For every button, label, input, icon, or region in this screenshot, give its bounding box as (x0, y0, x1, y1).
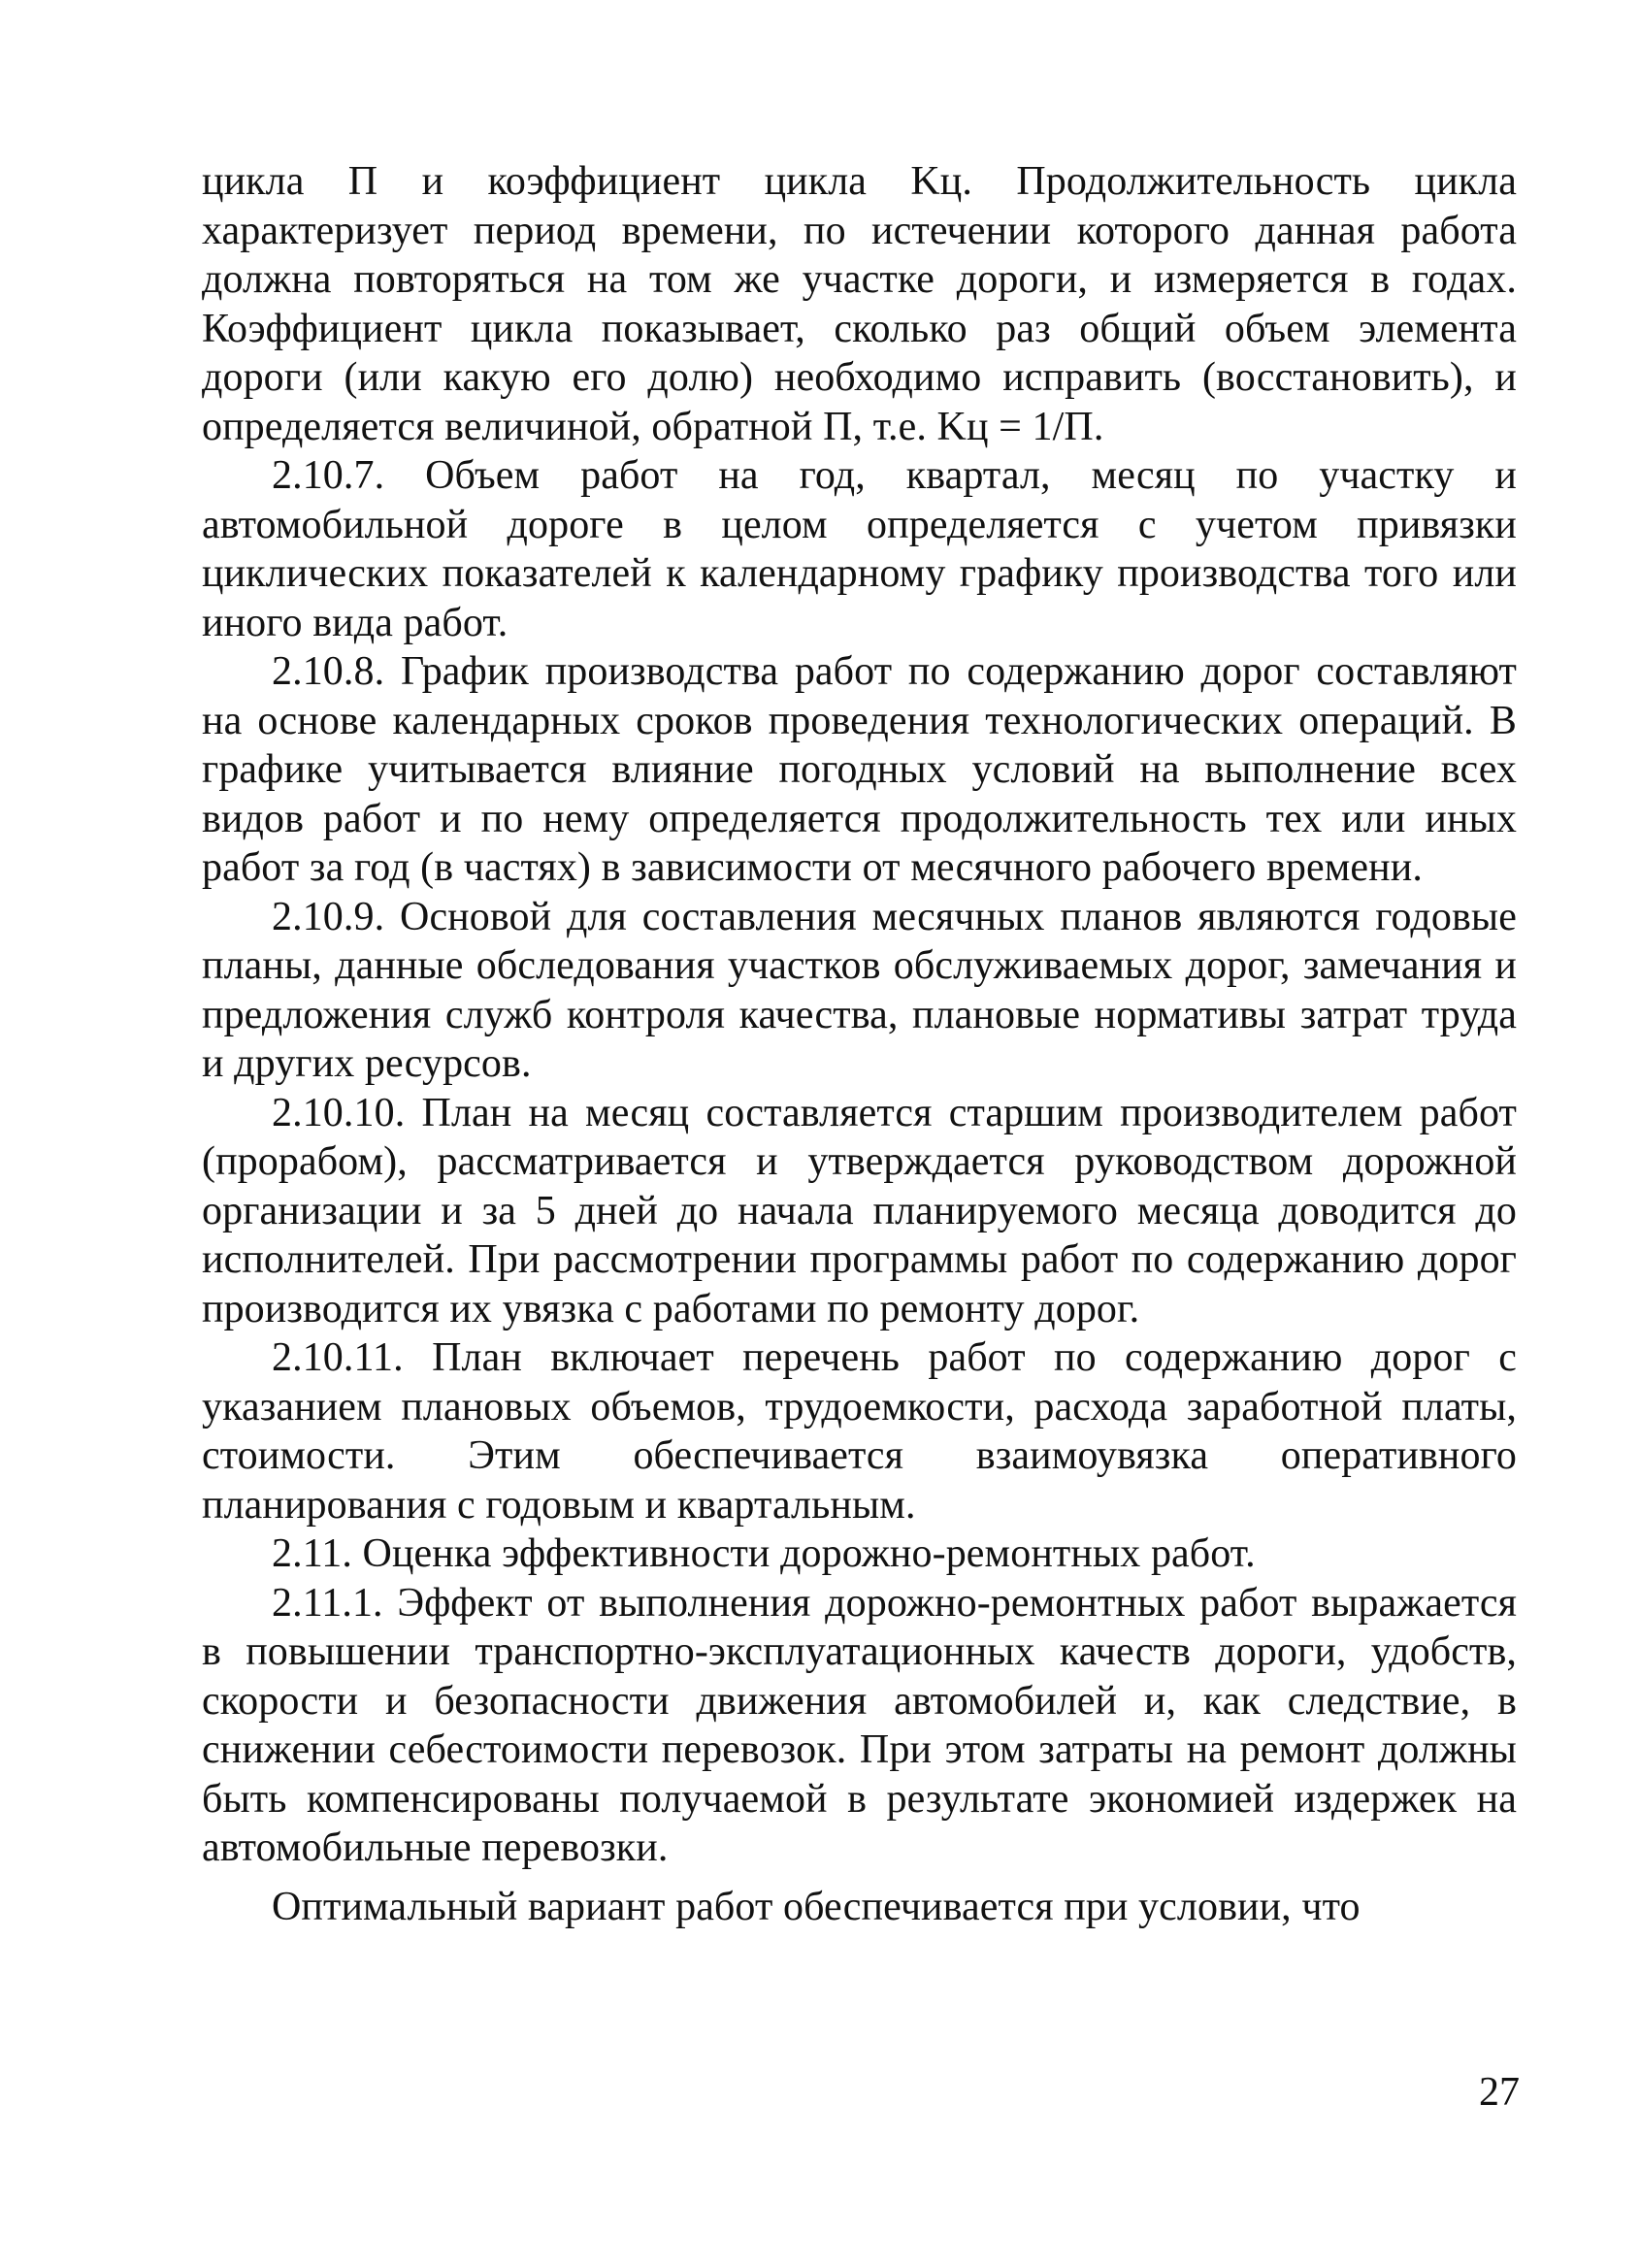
paragraph-cycle-coefficient: цикла П и коэффициент цикла Kц. Продолжительность цикла характеризует период времени, по истечении которого данная работа должна повторяться на том же участке дороги, и измеряется в годах. Коэффициент цикла показывает, сколько раз общий объем элемента дороги (или какую его долю) необходимо исправить (восстановить), и определяется величиной, обратной П, т.е. Kц = 1/П. (202, 159, 1517, 449)
paragraph-2-11-1: 2.11.1. Эффект от выполнения дорожно-ремонтных работ выражается в повышении транспортно-эксплуатационных качеств дороги, удобств, скорости и безопасности движения автомобилей и, как следствие, в снижении себестоимости перевозок. При этом затраты на ремонт должны быть компенсированы получаемой в результате экономией издержек на автомобильные перевозки. (202, 1580, 1517, 1870)
section-heading-2-11: 2.11. Оценка эффективности дорожно-ремонтных работ. (272, 1531, 1256, 1576)
paragraph-2-10-10: 2.10.10. План на месяц составляется старшим производителем работ (прорабом), рассматривается и утверждается руководством дорожной организации и за 5 дней до начала планируемого месяца доводится до исполнителей. При рассмотрении программы работ по содержанию дорог производится их увязка с работами по ремонту дорог. (202, 1090, 1517, 1331)
page-body (202, 157, 1517, 1931)
paragraph-optimal-variant: Оптимальный вариант работ обеспечивается при условии, что (272, 1884, 1361, 1929)
paragraph-2-10-9: 2.10.9. Основой для составления месячных планов являются годовые планы, данные обследования участков обслуживаемых дорог, замечания и предложения служб контроля качества, плановые нормативы затрат труда и других ресурсов. (202, 894, 1517, 1086)
paragraph-2-10-11: 2.10.11. План включает перечень работ по содержанию дорог с указанием плановых объемов, трудоемкости, расхода заработной платы, стоимости. Этим обеспечивается взаимоувязка оперативного планирования с годовым и квартальным. (202, 1335, 1517, 1528)
paragraph-2-10-7: 2.10.7. Объем работ на год, квартал, месяц по участку и автомобильной дороге в целом определяется с учетом привязки циклических показателей к календарному графику производства того или иного вида работ. (202, 453, 1517, 645)
page-number: 27 (1479, 2070, 1520, 2115)
paragraph-2-10-8: 2.10.8. График производства работ по содержанию дорог составляют на основе календарных сроков проведения технологических операций. В графике учитывается влияние погодных условий на выполнение всех видов работ и по нему определяется продолжительность тех или иных работ за год (в частях) в зависимости от месячного рабочего времени. (202, 649, 1517, 890)
